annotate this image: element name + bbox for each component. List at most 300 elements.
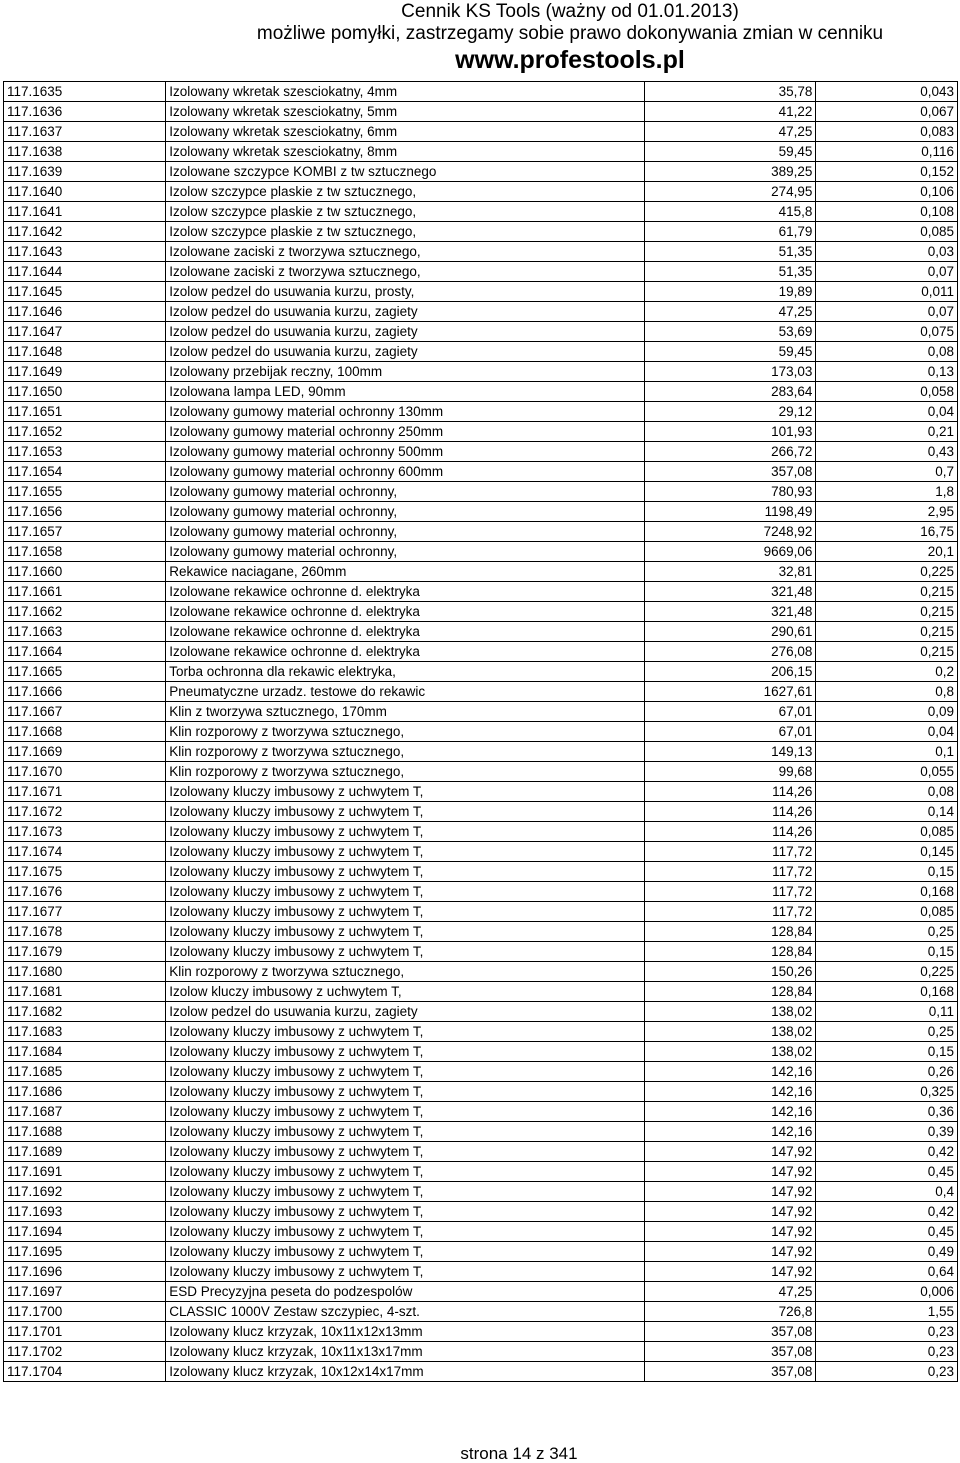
- product-weight: 0,055: [816, 762, 958, 782]
- product-name: Izolowany kluczy imbusowy z uchwytem T,: [166, 802, 645, 822]
- table-row: [4, 462, 958, 482]
- product-name: Izolow pedzel do usuwania kurzu, zagiety: [166, 342, 645, 362]
- product-price: 274,95: [644, 182, 816, 202]
- disclaimer-text: możliwe pomyłki, zastrzegamy sobie prawo dokonywania zmian w cenniku: [256, 23, 884, 44]
- product-name: Izolowany kluczy imbusowy z uchwytem T,: [166, 862, 645, 882]
- product-name: Izolowane rekawice ochronne d. elektryka: [166, 602, 645, 622]
- product-price: 150,26: [644, 962, 816, 982]
- product-name: Izolowany kluczy imbusowy z uchwytem T,: [166, 782, 645, 802]
- table-row: [4, 802, 958, 822]
- price-list-title: Cennik KS Tools (ważny od 01.01.2013): [401, 1, 739, 22]
- product-name: Izolowany kluczy imbusowy z uchwytem T,: [166, 1262, 645, 1282]
- product-price: 147,92: [644, 1142, 816, 1162]
- product-name: Izolowany gumowy material ochronny 250mm: [166, 422, 645, 442]
- table-row: [4, 362, 958, 382]
- product-weight: 0,106: [816, 182, 958, 202]
- product-name: Izolowany gumowy material ochronny 130mm: [166, 402, 645, 422]
- table-row: [4, 1122, 958, 1142]
- page-footer: [0, 1444, 960, 1463]
- table-row: [4, 122, 958, 142]
- product-weight: 1,55: [816, 1302, 958, 1322]
- product-code: 117.1673: [4, 822, 166, 842]
- product-price: 35,78: [644, 82, 816, 102]
- product-name: Izolow kluczy imbusowy z uchwytem T,: [166, 982, 645, 1002]
- product-weight: 0,225: [816, 962, 958, 982]
- product-name: Izolowane szczypce KOMBI z tw sztucznego: [166, 162, 645, 182]
- table-row: [4, 1062, 958, 1082]
- product-weight: 0,23: [816, 1322, 958, 1342]
- product-price: 51,35: [644, 242, 816, 262]
- product-weight: 0,42: [816, 1202, 958, 1222]
- product-code: 117.1677: [4, 902, 166, 922]
- product-weight: 0,108: [816, 202, 958, 222]
- product-code: 117.1674: [4, 842, 166, 862]
- table-row: [4, 982, 958, 1002]
- product-weight: 0,07: [816, 262, 958, 282]
- product-name: Izolowany kluczy imbusowy z uchwytem T,: [166, 922, 645, 942]
- product-name: ESD Precyzyjna peseta do podzespolów: [166, 1282, 645, 1302]
- product-price: 128,84: [644, 942, 816, 962]
- table-row: [4, 762, 958, 782]
- product-name: Izolowany gumowy material ochronny 500mm: [166, 442, 645, 462]
- product-price: 117,72: [644, 902, 816, 922]
- product-code: 117.1700: [4, 1302, 166, 1322]
- price-table-body: [4, 82, 958, 1382]
- product-code: 117.1649: [4, 362, 166, 382]
- page-number: strona 14 z 341: [460, 1444, 578, 1463]
- table-row: [4, 422, 958, 442]
- product-weight: 0,4: [816, 1182, 958, 1202]
- product-weight: 0,15: [816, 942, 958, 962]
- product-code: 117.1664: [4, 642, 166, 662]
- product-weight: 0,225: [816, 562, 958, 582]
- table-row: [4, 622, 958, 642]
- table-row: [4, 1282, 958, 1302]
- product-name: Izolowany gumowy material ochronny,: [166, 482, 645, 502]
- product-code: 117.1646: [4, 302, 166, 322]
- product-name: Klin rozporowy z tworzywa sztucznego,: [166, 962, 645, 982]
- product-code: 117.1645: [4, 282, 166, 302]
- product-code: 117.1667: [4, 702, 166, 722]
- product-price: 51,35: [644, 262, 816, 282]
- product-name: Torba ochronna dla rekawic elektryka,: [166, 662, 645, 682]
- product-code: 117.1655: [4, 482, 166, 502]
- product-name: Izolowany kluczy imbusowy z uchwytem T,: [166, 1022, 645, 1042]
- product-price: 47,25: [644, 1282, 816, 1302]
- table-row: [4, 862, 958, 882]
- product-code: 117.1669: [4, 742, 166, 762]
- product-weight: 0,067: [816, 102, 958, 122]
- product-name: Izolowany gumowy material ochronny 600mm: [166, 462, 645, 482]
- product-price: 780,93: [644, 482, 816, 502]
- product-name: Klin rozporowy z tworzywa sztucznego,: [166, 722, 645, 742]
- product-weight: 0,15: [816, 862, 958, 882]
- product-price: 59,45: [644, 142, 816, 162]
- product-weight: 0,11: [816, 1002, 958, 1022]
- product-weight: 0,043: [816, 82, 958, 102]
- table-row: [4, 582, 958, 602]
- product-weight: 0,39: [816, 1122, 958, 1142]
- product-weight: 0,085: [816, 822, 958, 842]
- table-row: [4, 742, 958, 762]
- product-weight: 0,49: [816, 1242, 958, 1262]
- product-price: 321,48: [644, 582, 816, 602]
- product-price: 149,13: [644, 742, 816, 762]
- product-name: Izolowany kluczy imbusowy z uchwytem T,: [166, 882, 645, 902]
- product-price: 173,03: [644, 362, 816, 382]
- table-row: [4, 682, 958, 702]
- table-row: [4, 1262, 958, 1282]
- product-weight: 0,083: [816, 122, 958, 142]
- table-row: [4, 882, 958, 902]
- product-code: 117.1682: [4, 1002, 166, 1022]
- product-name: Klin z tworzywa sztucznego, 170mm: [166, 702, 645, 722]
- product-price: 117,72: [644, 862, 816, 882]
- product-name: Izolowany kluczy imbusowy z uchwytem T,: [166, 822, 645, 842]
- product-name: Izolow szczypce plaskie z tw sztucznego,: [166, 222, 645, 242]
- product-price: 47,25: [644, 122, 816, 142]
- product-weight: 0,1: [816, 742, 958, 762]
- product-weight: 0,36: [816, 1102, 958, 1122]
- product-code: 117.1650: [4, 382, 166, 402]
- product-code: 117.1656: [4, 502, 166, 522]
- product-name: Izolowany wkretak szesciokatny, 4mm: [166, 82, 645, 102]
- product-weight: 0,03: [816, 242, 958, 262]
- product-weight: 0,168: [816, 882, 958, 902]
- product-price: 114,26: [644, 822, 816, 842]
- table-row: [4, 942, 958, 962]
- product-price: 415,8: [644, 202, 816, 222]
- product-name: Izolowany gumowy material ochronny,: [166, 522, 645, 542]
- table-row: [4, 442, 958, 462]
- product-weight: 20,1: [816, 542, 958, 562]
- product-name: Izolowany kluczy imbusowy z uchwytem T,: [166, 1042, 645, 1062]
- product-code: 117.1672: [4, 802, 166, 822]
- product-weight: 0,23: [816, 1362, 958, 1382]
- product-code: 117.1676: [4, 882, 166, 902]
- product-price: 19,89: [644, 282, 816, 302]
- product-weight: 0,04: [816, 722, 958, 742]
- product-code: 117.1660: [4, 562, 166, 582]
- product-price: 726,8: [644, 1302, 816, 1322]
- table-row: [4, 1182, 958, 1202]
- product-code: 117.1670: [4, 762, 166, 782]
- product-name: Izolowany wkretak szesciokatny, 8mm: [166, 142, 645, 162]
- product-weight: 0,08: [816, 782, 958, 802]
- product-name: Izolowany kluczy imbusowy z uchwytem T,: [166, 902, 645, 922]
- product-code: 117.1678: [4, 922, 166, 942]
- price-table: [3, 81, 958, 1382]
- product-code: 117.1668: [4, 722, 166, 742]
- product-code: 117.1658: [4, 542, 166, 562]
- product-code: 117.1702: [4, 1342, 166, 1362]
- table-row: [4, 202, 958, 222]
- table-row: [4, 1322, 958, 1342]
- product-name: Izolowany klucz krzyzak, 10x11x13x17mm: [166, 1342, 645, 1362]
- table-row: [4, 1242, 958, 1262]
- product-price: 7248,92: [644, 522, 816, 542]
- table-row: [4, 482, 958, 502]
- product-weight: 0,45: [816, 1162, 958, 1182]
- product-price: 147,92: [644, 1242, 816, 1262]
- product-weight: 2,95: [816, 502, 958, 522]
- product-price: 147,92: [644, 1222, 816, 1242]
- product-code: 117.1635: [4, 82, 166, 102]
- product-code: 117.1681: [4, 982, 166, 1002]
- product-weight: 0,09: [816, 702, 958, 722]
- product-name: Klin rozporowy z tworzywa sztucznego,: [166, 762, 645, 782]
- product-price: 32,81: [644, 562, 816, 582]
- table-row: [4, 322, 958, 342]
- table-row: [4, 962, 958, 982]
- product-code: 117.1687: [4, 1102, 166, 1122]
- product-weight: 0,116: [816, 142, 958, 162]
- table-row: [4, 522, 958, 542]
- product-code: 117.1652: [4, 422, 166, 442]
- product-name: Izolowany kluczy imbusowy z uchwytem T,: [166, 1082, 645, 1102]
- product-price: 114,26: [644, 782, 816, 802]
- table-row: [4, 602, 958, 622]
- product-price: 142,16: [644, 1122, 816, 1142]
- product-price: 283,64: [644, 382, 816, 402]
- product-code: 117.1657: [4, 522, 166, 542]
- product-price: 138,02: [644, 1022, 816, 1042]
- table-row: [4, 282, 958, 302]
- product-price: 138,02: [644, 1042, 816, 1062]
- product-name: Izolow szczypce plaskie z tw sztucznego,: [166, 202, 645, 222]
- product-price: 1627,61: [644, 682, 816, 702]
- table-row: [4, 562, 958, 582]
- product-name: Izolowane zaciski z tworzywa sztucznego,: [166, 262, 645, 282]
- product-price: 128,84: [644, 922, 816, 942]
- product-weight: 0,325: [816, 1082, 958, 1102]
- product-code: 117.1692: [4, 1182, 166, 1202]
- table-row: [4, 1302, 958, 1322]
- product-price: 147,92: [644, 1262, 816, 1282]
- product-weight: 0,215: [816, 582, 958, 602]
- product-name: Izolowany kluczy imbusowy z uchwytem T,: [166, 1102, 645, 1122]
- product-code: 117.1675: [4, 862, 166, 882]
- product-name: Izolowany kluczy imbusowy z uchwytem T,: [166, 1182, 645, 1202]
- product-name: Izolowany kluczy imbusowy z uchwytem T,: [166, 1202, 645, 1222]
- product-price: 147,92: [644, 1162, 816, 1182]
- product-code: 117.1701: [4, 1322, 166, 1342]
- table-row: [4, 82, 958, 102]
- product-price: 128,84: [644, 982, 816, 1002]
- product-price: 290,61: [644, 622, 816, 642]
- product-name: Izolowany kluczy imbusowy z uchwytem T,: [166, 1122, 645, 1142]
- table-row: [4, 102, 958, 122]
- product-price: 357,08: [644, 1342, 816, 1362]
- product-price: 266,72: [644, 442, 816, 462]
- product-weight: 0,07: [816, 302, 958, 322]
- product-name: Izolowany klucz krzyzak, 10x11x12x13mm: [166, 1322, 645, 1342]
- product-name: Izolow szczypce plaskie z tw sztucznego,: [166, 182, 645, 202]
- table-row: [4, 1102, 958, 1122]
- product-name: Izolowany kluczy imbusowy z uchwytem T,: [166, 1162, 645, 1182]
- product-code: 117.1647: [4, 322, 166, 342]
- product-code: 117.1639: [4, 162, 166, 182]
- product-code: 117.1671: [4, 782, 166, 802]
- table-row: [4, 782, 958, 802]
- product-code: 117.1642: [4, 222, 166, 242]
- product-weight: 0,215: [816, 642, 958, 662]
- product-code: 117.1637: [4, 122, 166, 142]
- product-code: 117.1644: [4, 262, 166, 282]
- product-price: 47,25: [644, 302, 816, 322]
- product-weight: 0,215: [816, 602, 958, 622]
- product-weight: 0,085: [816, 902, 958, 922]
- product-price: 117,72: [644, 882, 816, 902]
- product-price: 53,69: [644, 322, 816, 342]
- product-price: 206,15: [644, 662, 816, 682]
- product-weight: 0,075: [816, 322, 958, 342]
- product-name: Izolow pedzel do usuwania kurzu, zagiety: [166, 302, 645, 322]
- product-price: 321,48: [644, 602, 816, 622]
- product-code: 117.1694: [4, 1222, 166, 1242]
- table-row: [4, 402, 958, 422]
- product-name: Pneumatyczne urzadz. testowe do rekawic: [166, 682, 645, 702]
- product-weight: 0,42: [816, 1142, 958, 1162]
- product-weight: 0,23: [816, 1342, 958, 1362]
- product-name: Izolowany kluczy imbusowy z uchwytem T,: [166, 1062, 645, 1082]
- product-code: 117.1684: [4, 1042, 166, 1062]
- product-weight: 0,8: [816, 682, 958, 702]
- product-weight: 0,058: [816, 382, 958, 402]
- product-price: 142,16: [644, 1102, 816, 1122]
- product-weight: 0,168: [816, 982, 958, 1002]
- table-row: [4, 262, 958, 282]
- table-row: [4, 722, 958, 742]
- product-code: 117.1688: [4, 1122, 166, 1142]
- product-name: Izolowany gumowy material ochronny,: [166, 502, 645, 522]
- product-weight: 0,152: [816, 162, 958, 182]
- product-code: 117.1691: [4, 1162, 166, 1182]
- product-price: 357,08: [644, 462, 816, 482]
- product-weight: 0,2: [816, 662, 958, 682]
- product-code: 117.1661: [4, 582, 166, 602]
- product-code: 117.1696: [4, 1262, 166, 1282]
- product-weight: 0,14: [816, 802, 958, 822]
- product-weight: 0,26: [816, 1062, 958, 1082]
- website-url: www.profestools.pl: [455, 46, 685, 74]
- product-name: Izolowane rekawice ochronne d. elektryka: [166, 642, 645, 662]
- product-price: 41,22: [644, 102, 816, 122]
- table-row: [4, 302, 958, 322]
- product-price: 147,92: [644, 1202, 816, 1222]
- product-name: Izolowany przebijak reczny, 100mm: [166, 362, 645, 382]
- product-code: 117.1704: [4, 1362, 166, 1382]
- product-code: 117.1689: [4, 1142, 166, 1162]
- product-price: 138,02: [644, 1002, 816, 1022]
- product-name: Izolowany kluczy imbusowy z uchwytem T,: [166, 842, 645, 862]
- table-row: [4, 222, 958, 242]
- table-row: [4, 162, 958, 182]
- product-code: 117.1693: [4, 1202, 166, 1222]
- product-code: 117.1641: [4, 202, 166, 222]
- product-weight: 0,08: [816, 342, 958, 362]
- product-code: 117.1685: [4, 1062, 166, 1082]
- product-weight: 16,75: [816, 522, 958, 542]
- product-code: 117.1683: [4, 1022, 166, 1042]
- product-weight: 0,7: [816, 462, 958, 482]
- product-price: 59,45: [644, 342, 816, 362]
- product-name: Izolowane rekawice ochronne d. elektryka: [166, 622, 645, 642]
- product-name: Izolowana lampa LED, 90mm: [166, 382, 645, 402]
- product-code: 117.1663: [4, 622, 166, 642]
- product-weight: 0,011: [816, 282, 958, 302]
- product-code: 117.1695: [4, 1242, 166, 1262]
- product-code: 117.1666: [4, 682, 166, 702]
- table-row: [4, 182, 958, 202]
- table-row: [4, 242, 958, 262]
- product-weight: 0,45: [816, 1222, 958, 1242]
- product-weight: 0,006: [816, 1282, 958, 1302]
- product-code: 117.1665: [4, 662, 166, 682]
- table-row: [4, 842, 958, 862]
- table-row: [4, 542, 958, 562]
- product-price: 276,08: [644, 642, 816, 662]
- table-row: [4, 1202, 958, 1222]
- product-name: Izolowany gumowy material ochronny,: [166, 542, 645, 562]
- product-weight: 0,25: [816, 1022, 958, 1042]
- product-code: 117.1648: [4, 342, 166, 362]
- product-code: 117.1653: [4, 442, 166, 462]
- product-price: 61,79: [644, 222, 816, 242]
- product-code: 117.1638: [4, 142, 166, 162]
- product-name: Izolow pedzel do usuwania kurzu, zagiety: [166, 1002, 645, 1022]
- product-name: Rekawice naciagane, 260mm: [166, 562, 645, 582]
- table-row: [4, 1002, 958, 1022]
- product-weight: 0,21: [816, 422, 958, 442]
- product-price: 99,68: [644, 762, 816, 782]
- product-price: 67,01: [644, 722, 816, 742]
- product-name: Izolowany kluczy imbusowy z uchwytem T,: [166, 1242, 645, 1262]
- table-row: [4, 502, 958, 522]
- table-row: [4, 662, 958, 682]
- product-price: 357,08: [644, 1362, 816, 1382]
- product-weight: 0,15: [816, 1042, 958, 1062]
- table-row: [4, 1342, 958, 1362]
- product-price: 389,25: [644, 162, 816, 182]
- product-price: 357,08: [644, 1322, 816, 1342]
- product-price: 1198,49: [644, 502, 816, 522]
- product-name: Izolowany klucz krzyzak, 10x12x14x17mm: [166, 1362, 645, 1382]
- table-row: [4, 1162, 958, 1182]
- product-price: 117,72: [644, 842, 816, 862]
- table-row: [4, 1082, 958, 1102]
- product-name: CLASSIC 1000V Zestaw szczypiec, 4-szt.: [166, 1302, 645, 1322]
- product-name: Izolowane rekawice ochronne d. elektryka: [166, 582, 645, 602]
- table-row: [4, 702, 958, 722]
- product-name: Izolowany kluczy imbusowy z uchwytem T,: [166, 1142, 645, 1162]
- product-price: 29,12: [644, 402, 816, 422]
- product-name: Izolowany kluczy imbusowy z uchwytem T,: [166, 1222, 645, 1242]
- product-weight: 0,085: [816, 222, 958, 242]
- product-price: 9669,06: [644, 542, 816, 562]
- product-code: 117.1643: [4, 242, 166, 262]
- product-name: Klin rozporowy z tworzywa sztucznego,: [166, 742, 645, 762]
- table-row: [4, 1022, 958, 1042]
- product-name: Izolow pedzel do usuwania kurzu, zagiety: [166, 322, 645, 342]
- product-price: 67,01: [644, 702, 816, 722]
- product-price: 114,26: [644, 802, 816, 822]
- product-code: 117.1662: [4, 602, 166, 622]
- product-name: Izolowany wkretak szesciokatny, 6mm: [166, 122, 645, 142]
- table-row: [4, 1142, 958, 1162]
- table-row: [4, 822, 958, 842]
- product-price: 142,16: [644, 1082, 816, 1102]
